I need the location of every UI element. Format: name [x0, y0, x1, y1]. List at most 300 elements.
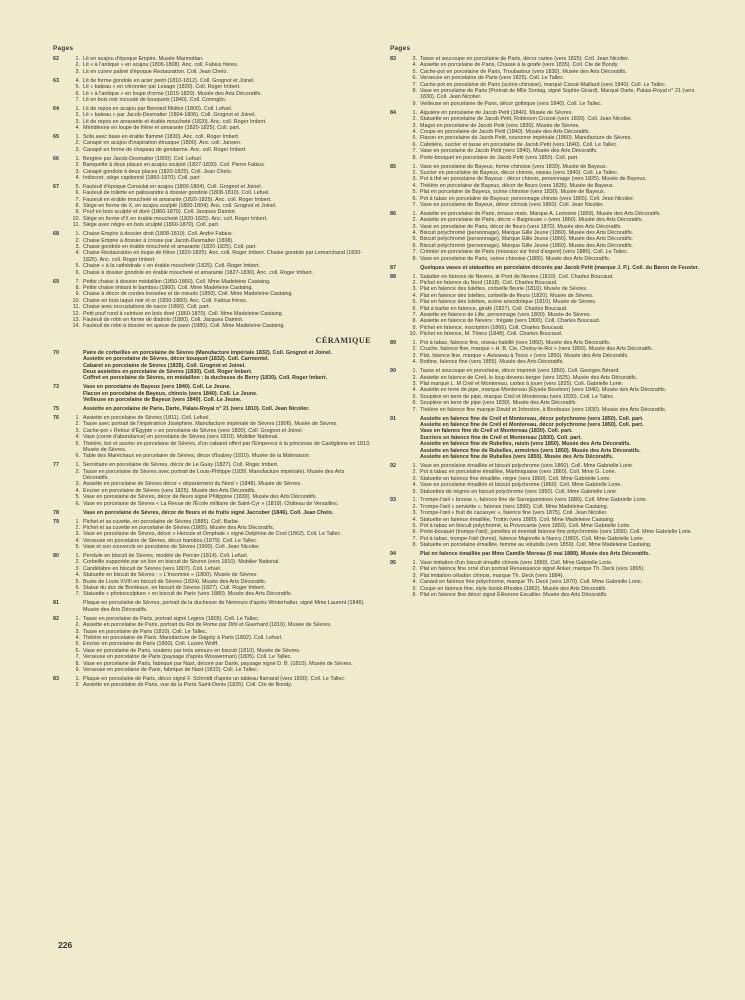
item-number: 3. [75, 427, 80, 434]
catalog-entry [390, 560, 708, 598]
item-number: 2. [412, 217, 417, 224]
catalog-entry [53, 406, 371, 412]
caption-text: Vase imitation d'un biscuit émaillé chinois (vers 1860). Coll. Mme Gabrielle Lorie. [420, 560, 613, 567]
item-number: 5. [75, 641, 80, 648]
item-number: 4. [412, 359, 417, 366]
page-ref: 85 [390, 163, 396, 170]
item-number: 7. [75, 591, 80, 598]
caption-text: Soupière en terre de pipe (vers 1830). Musée des Arts Décoratifs. [420, 400, 578, 407]
caption-text: Flacon en porcelaine de Jacob Petit, couronne impériale (1860). Manufacture de Sèvres. [420, 135, 632, 142]
caption-text: Lit en acajou d'époque Empire. Musée Marmottan. [83, 56, 204, 62]
caption-line [67, 441, 371, 454]
caption-text: Théière, bol et sucrier en porcelaine de Sèvres, d'un cabaret offert par l'Empereur à la princesse de Castiglione en 1813. Musée de Sèvres. [83, 440, 371, 453]
page-ref: 95 [390, 560, 396, 567]
caption-text: Petite chaise imitant le bambou (1860). Coll. Mme Madeleine Castaing. [83, 284, 253, 291]
caption-text: Verseuse en porcelaine de Paris (vers 1825). Coll. Le Tallec. [420, 75, 565, 82]
page-ref: 66 [53, 155, 59, 162]
caption-line [404, 101, 708, 107]
caption-text: Lit de repos en amarante et érable moucheté (1820). Anc. coll. Roger Imbert. [83, 118, 267, 125]
item-number: 1. [75, 105, 80, 112]
item-number: 2. [75, 559, 80, 566]
caption-text: Vase en porcelaine de Paris, fabriqué par Nast, décoré par Darte, paysage signé D. B. (1810). Musée de Sèvres. [83, 660, 353, 667]
item-number: 1. [75, 414, 80, 421]
item-number: 7. [412, 406, 417, 413]
catalog-entry [390, 110, 708, 161]
caption-text: Biscuit polychromé (personnage), Marque Gille Jeune (1860). Musée des Arts Décoratifs. [420, 236, 634, 243]
page-ref: 62 [53, 56, 59, 62]
caption-text: Quelques vases et statuettes en porcelaine décorés par Jacob Petit (marque J. P.). Coll. du Baron de Feuster. [420, 264, 700, 271]
caption-text: Pichet en faïence du Nord (1818). Coll. Charles Boucaud. [420, 279, 558, 286]
item-number [67, 406, 83, 412]
page-ref: 83 [390, 56, 396, 62]
item-number: 5. [75, 84, 80, 91]
caption-text: Cabaret en porcelaine de Sèvres (1835). Coll. Grognot et Joinel. [83, 362, 246, 369]
catalog-entry [53, 384, 371, 403]
caption-text: Pouf en bois sculpté et doré (1860-1870). Coll. Jacques Damiot. [83, 209, 237, 216]
item-number: 6. [412, 75, 417, 82]
caption-text: Méridienne en loupe de frêne et amarante (1820-1825). Coll. part. [83, 125, 241, 132]
catalog-entry [53, 156, 371, 182]
page-ref: 79 [53, 518, 59, 525]
item-number: 9. [75, 666, 80, 673]
caption-text: Pichet et sa cuvette en porcelaine de Sèvres (1865). Musée des Arts Décoratifs. [83, 524, 275, 531]
caption-line [67, 222, 371, 228]
item-number: 2. [75, 421, 80, 428]
caption-text: Assiette en faïence fine de Rubelles (vers 1850). Musée des Arts Décoratifs. [420, 453, 614, 460]
caption-line [404, 542, 708, 548]
caption-text: Crémier en porcelaine de Paris (rinceaux sur fond d'argent) (vers 1880). Coll. Le Tallec. [420, 249, 629, 256]
caption-line [404, 407, 708, 413]
item-number: 5. [412, 393, 417, 400]
item-number: 4. [412, 292, 417, 299]
caption-line [67, 397, 371, 403]
caption-text: Sucrier en porcelaine de Bayeux, décor chinois, oiseau (vers 1840). Coll. Le Tallec. [420, 169, 619, 176]
item-number: 1. [412, 163, 417, 170]
item-number: 5. [412, 585, 417, 592]
item-number: 11. [72, 222, 80, 229]
caption-text: Chaise Empire à dossier droit (1808-1810). Coll. André Fabius. [83, 231, 234, 238]
caption-line [67, 501, 371, 507]
page-ref: 86 [390, 210, 396, 217]
item-number: 2. [412, 566, 417, 573]
caption-text: Chaise « à la cathédrale » en érable moucheté (1825). Coll. Roger Imbert. [83, 263, 261, 270]
left-column [53, 45, 371, 691]
item-number: 5. [412, 236, 417, 243]
item-number: 3. [412, 176, 417, 183]
item-number: 7. [412, 201, 417, 208]
item-number: 3. [412, 286, 417, 293]
catalog-entry [53, 510, 371, 516]
caption-text: Statuette en porcelaine émaillée, femme au volubilis (vers 1850). Coll. Mme Madeleine Castaing. [420, 542, 652, 549]
item-number: 2. [412, 374, 417, 381]
page-ref: 75 [53, 406, 59, 412]
caption-text: Plat en faïence émaillée par Mme Camille Moreau (6 mai 1889). Musée des Arts Décoratifs. [420, 551, 650, 558]
caption-text: Tasse en porcelaine de Paris (1810). Coll. Le Tallec. [83, 628, 208, 635]
caption-line [404, 155, 708, 161]
item-number: 3. [75, 243, 80, 250]
caption-text: Pot à tabac, trompe-l'œil (livres), faïence Majorelle à Nancy (1860). Coll. Mme Gabrielle Lorie. [420, 535, 644, 542]
item-number: 2. [412, 503, 417, 510]
caption-text: Porte-bouquet en porcelaine de Jacob Petit (vers 1850). Coll. part. [420, 154, 579, 161]
caption-text: Vase en porcelaine émaillée et biscuit polychrome (vers 1860). Coll. Mme Gabrielle Lorie. [420, 462, 634, 469]
page-ref: 80 [53, 553, 59, 560]
caption-text: Sofa avec base en érable flammé (1830). Anc. coll. Roger Imbert. [83, 133, 240, 140]
caption-text: Vase en porcelaine de Paris, décor de fleurs (vers 1870). Musée des Arts Décoratifs. [420, 223, 622, 230]
page-ref: 76 [53, 414, 59, 421]
item-number: 2. [75, 112, 80, 119]
page-ref: 93 [390, 497, 396, 504]
item-number: 7. [75, 654, 80, 661]
caption-text: Aiguière en porcelaine de Jacob Petit (1840). Musée de Sèvres. [420, 109, 573, 116]
item-number: 2. [412, 469, 417, 476]
caption-text: Saladier en faïence de Nevers, le Pont de Nevers (1810). Coll. Charles Boucaud. [420, 273, 614, 280]
item-number: 11. [72, 304, 80, 311]
item-number: 3. [75, 168, 80, 175]
page-ref: 77 [53, 462, 59, 469]
caption-line [67, 682, 371, 688]
caption-text: Chaise à dossier gondole en érable moucheté et amarante (1827-1830). Anc. coll. Roger Imbert. [83, 269, 314, 276]
item-number: 9. [412, 324, 417, 331]
caption-text: Magot en porcelaine de Jacob Petit (vers 1830). Musée de Sèvres. [420, 122, 580, 129]
caption-text: Pendule en biscuit de Sèvres, modèle de Percier (1814). Coll. Lefuel. [83, 553, 249, 560]
item-number: 2. [75, 682, 80, 689]
page-number: 226 [58, 940, 73, 950]
ceramics-entry-list [53, 350, 371, 689]
caption-text: Assiette en porcelaine de Paris, vue de la Porte Saint-Denis (1825). Coll. Cte de Bondy. [83, 682, 293, 689]
item-number: 1. [75, 518, 80, 525]
caption-text: Canapé gondole à deux places (1820-1825). Coll. Jean Chelo. [83, 168, 233, 175]
caption-text: Plat en porcelaine de Bayeux, scène chinoise (vers 1830). Musée de Bayeux. [420, 189, 606, 196]
catalog-entry [53, 184, 371, 229]
page-ref: 89 [390, 340, 396, 347]
caption-text: Assiette en porcelaine de Paris, Chasse à la girafe (vers 1835). Coll. Cte de Bondy. [420, 62, 619, 69]
caption-text: Plat, faïence fine, marque « Avisseau à Tours » (vers 1850). Musée des Arts Décoratifs. [420, 352, 629, 359]
catalog-entry [390, 274, 708, 338]
caption-text: Verseuse en porcelaine de Paris (paysage d'après Wouwerman) (1805). Coll. Le Tallec. [83, 654, 292, 661]
item-number: 2. [75, 237, 80, 244]
caption-text: Assiette en faïence fine de Creil et Montereau, décor polychrome (vers 1850). Coll. part. [420, 421, 644, 428]
caption-line [67, 147, 371, 153]
item-number: 8. [75, 284, 80, 291]
entry-list [53, 56, 371, 330]
item-number: 14. [72, 323, 80, 330]
caption-text: Coupe en porcelaine de Jacob Petit (1840). Musée des Arts Décoratifs. [420, 128, 590, 135]
page-ref: 81 [53, 600, 59, 607]
item-number: 3. [75, 146, 80, 153]
caption-text: Chaise Restauration en loupe de frêne (1820-1825). Anc. coll. Roger Imbert. Chaise gondole par Lemarchand (1820-1825). Anc. coll. Roger Imbert. [83, 250, 362, 263]
caption-line [67, 270, 371, 276]
caption-text: Pot à tabac en biscuit polychromé, la Provocante (vers 1860). Coll. Mme Gabrielle Lorie. [420, 523, 631, 530]
caption-text: Théière en faïence fine marque David et Johnston, à Bordeaux (vers 1830). Musée des Arts Décoratifs. [420, 406, 667, 413]
item-number: 1. [412, 273, 417, 280]
caption-line [404, 88, 708, 101]
caption-text: Canapé en acajou d'inspiration étrusque (1800). Anc. coll. Jansen. [83, 140, 242, 147]
caption-text: Pichet en faïence, M. Thiers (1848). Coll. Charles Boucaud. [420, 331, 563, 338]
catalog-entry [390, 265, 708, 271]
catalog-entry [390, 56, 708, 107]
catalog-entry [53, 78, 371, 104]
caption-text: Chaise à décor de cordes tressées et de nœuds (1850). Coll. Mme Madeleine Castaing. [83, 291, 294, 298]
caption-text: Siège avec nègre en bois sculpté (1860-1870). Coll. part. [83, 222, 220, 229]
caption-text: Vase en porcelaine de Bayeux, forme chinoise (vers 1830). Musée de Bayeux. [420, 163, 608, 170]
item-number: 6. [75, 647, 80, 654]
item-number: 3. [412, 572, 417, 579]
item-number: 10. [72, 215, 80, 222]
caption-line [404, 202, 708, 208]
caption-text: Chaise Empire à dossier à crosse par Jacob-Desmalter (1808). [83, 237, 234, 244]
caption-text: Vase en porcelaine de Sèvres, décor « Hercule et Omphale » signé Delphine de Cool (1862). Coll. Le Tallec. [83, 531, 342, 538]
item-number: 9. [412, 100, 417, 107]
item-number: 4. [75, 537, 80, 544]
caption-text: Vase en porcelaine de Paris, soutenu par trois amours en biscuit (1810). Musée de Sèvres. [83, 647, 301, 654]
item-number: 3. [412, 223, 417, 230]
caption-text: Cache-pot en porcelaine de Paris, Troubadour (vers 1830). Musée des Arts Décoratifs. [420, 68, 627, 75]
caption-text: Fauteuil de rotin à dossier en queue de paon (1880). Coll. Mme Madeleine Castaing. [83, 323, 285, 330]
catalog-entry [53, 519, 371, 551]
section-heading: CÉRAMIQUE [315, 335, 371, 345]
item-number: 8. [412, 542, 417, 549]
item-number: 5. [75, 544, 80, 551]
page-ref: 63 [53, 77, 59, 84]
item-number: 4. [75, 77, 80, 84]
item-number: 4. [412, 128, 417, 135]
item-number: 6. [75, 453, 80, 460]
caption-text: Tasse et soucoupe en porcelaine, décor imprimé (vers 1850). Coll. Georges Bérard. [420, 368, 620, 375]
caption-text: Plat en faïence des Islettes, scène anecdotique (1810). Musée de Sèvres. [420, 299, 597, 306]
item-number: 2. [75, 468, 80, 475]
caption-text: Plat en faïence fine orné d'un portrait Renaissance signé Anker, marque Th. Deck (vers 1865). [420, 566, 645, 573]
item-number: 3. [75, 531, 80, 538]
item-number [67, 397, 83, 403]
caption-text: Coffret en porcelaine de Sèvres, en médaillon : la duchesse de Berry (1830). Coll. Roger Imbert. [83, 375, 328, 382]
caption-text: Deux assiettes en porcelaine de Sèvres (1830). Coll. Roger Imbert. [83, 368, 253, 375]
caption-text: Assiette en porcelaine de Paris, Darte, Palais-Royal n° 21 (vers 1810). Coll. Jean Nicolier. [83, 406, 310, 412]
caption-text: Petit pouf rond à ceinture en bois doré (1860-1870). Coll. Mme Madeleine Castaing. [83, 310, 284, 317]
item-number: 5. [412, 299, 417, 306]
item-number: 3. [75, 68, 80, 75]
page-ref: 69 [53, 278, 59, 285]
item-number: 4. [75, 125, 80, 132]
item-number: 3. [412, 381, 417, 387]
item-number: 7. [75, 278, 80, 285]
item-number: 5. [412, 523, 417, 530]
page-ref: 92 [390, 462, 396, 469]
catalog-entry [53, 56, 371, 75]
caption-text: Corbeille supportée par un lion en biscuit de Sèvres (vers 1810). Mobilier National. [83, 559, 280, 566]
caption-line [67, 453, 371, 459]
item-number: 1. [75, 675, 80, 682]
caption-text: Vase en porcelaine émaillée et biscuit polychrome (1860). Coll. Mme Gabrielle Lorie. [420, 482, 622, 489]
caption-text: Fauteuil de rotin en forme de diabolo (1880). Coll. Jacques Damiot. [83, 316, 244, 323]
page-ref: 64 [53, 105, 59, 112]
item-number: 8. [412, 154, 417, 161]
catalog-entry [53, 676, 371, 689]
item-number: 1. [412, 109, 417, 116]
item-number: 8. [412, 255, 417, 262]
caption-line [404, 592, 708, 598]
item-number: 4. [75, 572, 80, 579]
caption-text: Statuette en faïence émaillée, Trottin (vers 1880). Coll. Mme Madeleine Castaing. [420, 516, 615, 523]
caption-text: Cache-pot « Retour d'Égypte » en porcelaine de Sèvres (vers 1800). Coll. Grognot et Joinel. [83, 427, 304, 434]
item-number: 3. [75, 628, 80, 635]
item-number: 4. [75, 634, 80, 641]
caption-text: Vase en porcelaine de Sèvres « La Revue de l'École militaire de Saint-Cyr » (1819). Château de Versailles. [83, 500, 339, 507]
caption-text: Tasse en porcelaine de Sèvres avec portrait de Louis-Philippe (1839, Manufacture impériale). Musée des Arts Décoratifs. [83, 468, 345, 482]
caption-text: Banquette à deux places en acajou sculpté (1827-1830). Coll. Pierre Fabius. [83, 162, 266, 169]
item-number: 12. [72, 310, 80, 317]
caption-text: Canard en faïence fine polychrome, marque Th. Deck (vers 1870). Coll. Mme Gabrielle Lorie. [420, 579, 643, 586]
pages-header: Pages [53, 45, 74, 52]
item-number: 2. [75, 62, 80, 69]
item-number: 6. [75, 585, 80, 592]
caption-line [67, 97, 371, 103]
caption-text: Lit « à l'antique » en acajou (1806-1808). Anc. coll. Fabius frères. [83, 62, 239, 69]
caption-text: Porte-bouquet (trompe-l'œil), jumelles et éventail faïence fine polychromée (vers 1890). Coll. Mme Gabrielle Lorie. [420, 529, 693, 536]
catalog-entry [53, 616, 371, 674]
item-number: 1. [75, 56, 80, 62]
item-number: 3. [412, 352, 417, 359]
page-ref: 87 [390, 264, 396, 271]
page-ref: 90 [390, 368, 396, 375]
item-number: 13. [72, 316, 80, 323]
item-number: 5. [75, 440, 80, 447]
caption-text: Statuette en biscuit de Sèvres : « L'Insomnie » (1800). Musée de Sèvres. [83, 572, 258, 579]
caption-text: Lit « à l'antique » en loupe d'orme (1815-1820). Musée des Arts Décoratifs. [83, 90, 262, 97]
item-number [67, 375, 83, 381]
caption-line [67, 69, 371, 75]
catalog-entry [390, 497, 708, 548]
caption-text: Trompe-l'œil « brosse », faïence fine de Sarreguemines (vers 1880). Coll. Mme Gabrielle Lorie. [420, 497, 648, 504]
caption-text: Assiette en porcelaine de Sèvres décor « département du Nord » (1848). Musée de Sèvres. [83, 481, 302, 488]
item-number [404, 551, 420, 557]
caption-text: Biscuit polychromé (personnage), Marque Gille Jeune (1860). Musée des Arts Décoratifs. [420, 230, 634, 237]
item-number: 4. [412, 482, 417, 489]
caption-text: Statue du duc de Bordeaux, en biscuit de Sèvres (1827). Coll. Roger Imbert. [83, 585, 266, 592]
item-number: 4. [75, 250, 80, 257]
caption-text: Plat à barbe en faïence, girafe (1827). Coll. Charles Boucaud. [420, 305, 568, 312]
item-number: 5. [412, 68, 417, 75]
item-number: 6. [412, 305, 417, 312]
caption-text: Cruche, faïence fine, marque « H. B. Cie, Choisy-le-Roi » (vers 1850). Musée des Arts Décoratifs. [420, 346, 654, 353]
item-number: 6. [412, 141, 417, 148]
caption-text: Candélabre en biscuit de Sèvres (vers 1807). Coll. Lefuel. [83, 565, 222, 572]
caption-text: Assiette en porcelaine de Paris, portrait du Roi de Rome par Dihl et Guerhard (1810). Musée de Sèvres. [83, 622, 332, 629]
item-number: 8. [75, 660, 80, 667]
caption-text: Théière en porcelaine de Bayeux, décor de fleurs (vers 1835). Musée de Bayeux. [420, 182, 615, 189]
catalog-entry [53, 134, 371, 153]
item-number: 8. [412, 88, 417, 95]
caption-text: Plat en faïence des Islettes, corbeille de fleurs (1820). Musée de Sèvres. [420, 292, 594, 299]
caption-text: Assiette en porcelaine de Paris, émaux mats. Marque A. Lemoine (1869). Musée des Arts Décoratifs. [420, 210, 661, 217]
caption-text: Buste de Louis XVIII en biscuit de Sèvres (1824). Musée des Arts Décoratifs. [83, 578, 267, 585]
caption-text: Lit « bateau » en citronnier par Lesage (1830). Coll. Roger Imbert. [83, 84, 241, 91]
item-number [404, 265, 420, 271]
item-number: 9. [75, 209, 80, 216]
catalog-entry [390, 368, 708, 413]
caption-line [67, 544, 371, 550]
item-number: 4. [75, 174, 80, 181]
caption-text: Assiette en porcelaine de Sèvres, décor bouquet (1832). Coll. Carmontel. [83, 356, 270, 363]
caption-text: Pot à tabac, faïence fine, oiseau habillé (vers 1860). Musée des Arts Décoratifs. [420, 340, 611, 347]
caption-line [67, 323, 371, 329]
caption-text: Trompe-l'œil « fruit de cacaoyer », faïence fine (vers 1875). Coll. Jean Nicolier. [420, 510, 608, 517]
caption-text: Verseuse en porcelaine de Sèvres, décor bambou (1879). Coll. Le Tallec. [83, 537, 258, 544]
caption-text: Assiette en faïence fine de Creil et Montereau, décor polychrome (vers 1850). Coll. part. [420, 415, 644, 422]
caption-text: Assiette en faïence fine de Rubelles, raisin (vers 1850). Musée des Arts Décoratifs. [420, 441, 631, 448]
item-number: 1. [412, 340, 417, 347]
item-number: 8. [412, 318, 417, 325]
caption-text: Assiette en faïence fine de Rubelles, armoiries (vers 1850). Musée des Arts Décoratifs. [420, 447, 641, 454]
item-number: 4. [412, 387, 417, 394]
caption-text: Pot à tabac en porcelaine émaillée, Martiniquaise (vers 1860). Coll. Mme G. Lorie. [420, 469, 616, 476]
item-number: 1. [75, 133, 80, 140]
pages-header: Pages [390, 45, 411, 52]
item-number: 4. [412, 516, 417, 523]
page-ref: 78 [53, 509, 59, 516]
catalog-entry [390, 164, 708, 209]
item-number: 3. [75, 481, 80, 488]
caption-text: Statuettes de nègres en biscuit polychrome (vers 1850). Coll. Mme Gabrielle Lorie. [420, 488, 618, 495]
caption-text: Siège en forme d'X en érable moucheté (1820-1825). Anc. coll. Roger Imbert. [83, 215, 268, 222]
caption-text: Petite chaise à dossier médaillon (1850-1860). Coll. Mme Madeleine Castaing. [83, 278, 271, 285]
item-number: 2. [75, 524, 80, 531]
caption-text: Vase en porcelaine de Sèvres, décor de fleurs signé Philippine (1830). Musée des Arts Décoratifs. [83, 494, 317, 501]
item-number: 4. [412, 230, 417, 237]
item-number: 5. [75, 183, 80, 190]
caption-line [67, 406, 371, 412]
item-number: 5. [412, 488, 417, 495]
item-number: 2. [75, 140, 80, 147]
item-number: 5. [75, 263, 80, 270]
caption-text: Plaque en porcelaine de Paris, décor signé F. Schmidt d'après un tableau flamand (vers 1830). Coll. Le Tallec. [83, 675, 346, 682]
item-number [404, 454, 420, 460]
item-number: 2. [75, 622, 80, 629]
item-number: 5. [75, 494, 80, 501]
item-number: 3. [75, 565, 80, 572]
item-number: 5. [75, 578, 80, 585]
item-number: 1. [412, 560, 417, 567]
item-number [67, 600, 83, 613]
caption-text: Sucriers en faïence fine de Creil et Montereau (1830). Coll. part. [420, 434, 582, 441]
catalog-entry [53, 350, 371, 382]
page-ref: 70 [53, 349, 59, 356]
item-number: 6. [75, 190, 80, 197]
item-number: 1. [412, 497, 417, 504]
caption-text: Chaise en bois laqué noir et or (1850-1860). Anc. Coll. Fabius frères. [83, 297, 248, 304]
caption-text: Tasse avec portrait de l'impératrice Joséphine. Manufacture impériale de Sèvres (1806). Musée de Sèvres. [83, 421, 338, 428]
item-number: 10. [72, 297, 80, 304]
catalog-entry [53, 462, 371, 507]
caption-line [404, 265, 708, 271]
item-number: 6. [75, 500, 80, 507]
caption-text: Vase en porcelaine de Bayeux, décor chinois (vers 1860). Coll. Jean Nicolier. [420, 201, 604, 208]
caption-text: Lit en cuivre patiné d'époque Restauration. Coll. Jean Chelo. [83, 68, 228, 75]
page-ref: 91 [390, 415, 396, 422]
item-number: 7. [75, 96, 80, 103]
catalog-entry [390, 211, 708, 262]
caption-text: Théière en porcelaine de Paris. Manufacture de Dagoty à Paris (1802). Coll. Lefuel. [83, 634, 283, 641]
catalog-entry [53, 106, 371, 132]
caption-text: Plat en faïence des Islettes, corbeille fleurie (1810). Musée de Sèvres. [420, 286, 588, 293]
item-number: 5. [412, 135, 417, 142]
caption-text: Vase en porcelaine de Paris (Portrait de Mlle Sontag, signé Sophie Girard). Marqué Darte, Palais-Royal n° 21 (vers 1830). Coll. Jean Nicolier. [420, 88, 695, 101]
item-number: 7. [412, 535, 417, 542]
item-number: 6. [75, 90, 80, 97]
caption-text: Statuette en porcelaine de Jacob Petit, Robinson Crusoé (vers 1830). Coll. Jean Nicolier. [420, 116, 633, 123]
caption-text: Vase (corne d'abondance) en porcelaine de Sèvres (vers 1810). Mobilier National. [83, 434, 279, 441]
caption-text: Fauteuil de toilette en palissandre à dossier gondole (1808-1810). Coll. Lefuel. [83, 190, 270, 197]
page-ref: 83 [53, 675, 59, 682]
